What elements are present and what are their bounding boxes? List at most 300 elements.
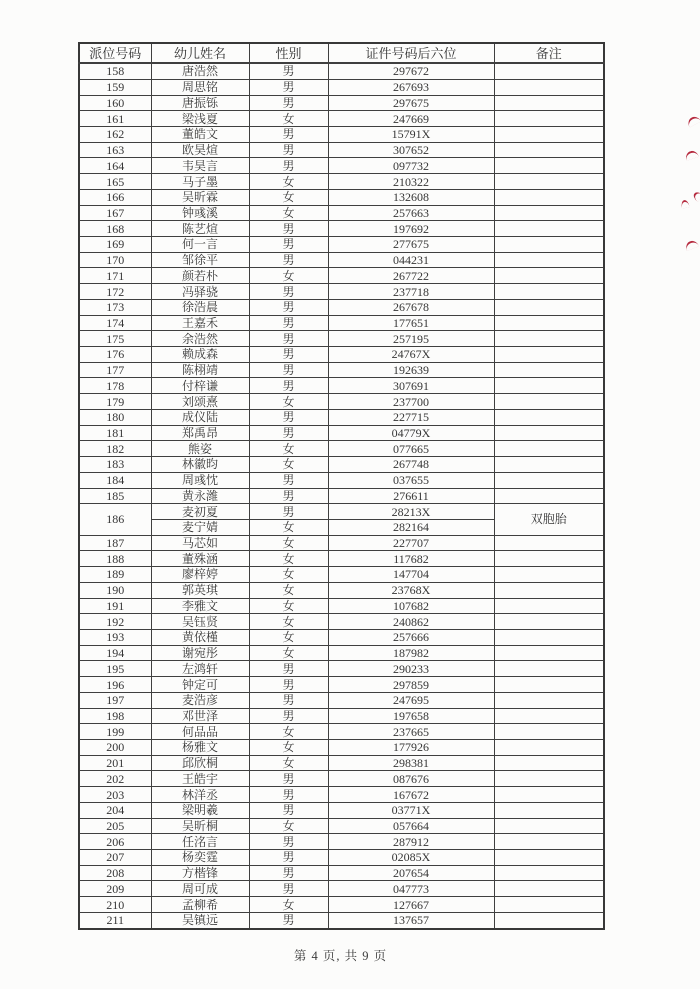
cell-seat-number: 168	[79, 221, 151, 237]
cell-gender: 女	[249, 724, 328, 740]
table-row	[79, 268, 604, 284]
cell-gender: 男	[249, 158, 328, 174]
cell-gender: 女	[249, 441, 328, 457]
cell-id-last6: 267693	[328, 79, 494, 95]
table-row	[79, 472, 604, 488]
cell-id-last6: 197692	[328, 221, 494, 237]
cell-note	[494, 692, 604, 708]
cell-id-last6: 087676	[328, 771, 494, 787]
table-row	[79, 221, 604, 237]
cell-gender: 男	[249, 237, 328, 253]
cell-seat-number: 182	[79, 441, 151, 457]
cell-child-name: 董皓文	[151, 126, 249, 142]
table-row	[79, 598, 604, 614]
cell-gender: 女	[249, 268, 328, 284]
cell-seat-number: 199	[79, 724, 151, 740]
cell-gender: 女	[249, 897, 328, 913]
table-row	[79, 629, 604, 645]
cell-child-name: 王嘉禾	[151, 315, 249, 331]
cell-seat-number: 193	[79, 629, 151, 645]
cell-gender: 男	[249, 63, 328, 79]
red-pen-mark	[686, 114, 700, 127]
cell-seat-number: 162	[79, 126, 151, 142]
cell-gender: 女	[249, 111, 328, 127]
cell-id-last6: 247669	[328, 111, 494, 127]
cell-id-last6: 247695	[328, 692, 494, 708]
cell-note	[494, 629, 604, 645]
cell-gender: 男	[249, 315, 328, 331]
cell-gender: 女	[249, 755, 328, 771]
cell-child-name: 徐浩晨	[151, 299, 249, 315]
cell-id-last6: 037655	[328, 472, 494, 488]
cell-id-last6: 044231	[328, 252, 494, 268]
table-row	[79, 378, 604, 394]
cell-id-last6: 237700	[328, 394, 494, 410]
cell-id-last6: 192639	[328, 362, 494, 378]
table-row	[79, 897, 604, 913]
table-row	[79, 818, 604, 834]
cell-child-name: 杨奕霆	[151, 850, 249, 866]
cell-seat-number: 175	[79, 331, 151, 347]
table-row	[79, 488, 604, 504]
cell-note	[494, 63, 604, 79]
cell-note	[494, 535, 604, 551]
cell-child-name: 邓世泽	[151, 708, 249, 724]
cell-child-name: 孟柳希	[151, 897, 249, 913]
cell-note	[494, 865, 604, 881]
cell-gender: 男	[249, 881, 328, 897]
cell-note	[494, 897, 604, 913]
cell-note	[494, 158, 604, 174]
table-row	[79, 582, 604, 598]
table-row	[79, 252, 604, 268]
cell-child-name: 钟定可	[151, 677, 249, 693]
cell-gender: 女	[249, 394, 328, 410]
cell-note	[494, 284, 604, 300]
cell-seat-number: 179	[79, 394, 151, 410]
cell-seat-number: 172	[79, 284, 151, 300]
table-row	[79, 551, 604, 567]
cell-id-last6: 257195	[328, 331, 494, 347]
table-body	[79, 63, 604, 929]
cell-child-name: 黄永潍	[151, 488, 249, 504]
cell-child-name: 麦初夏	[151, 504, 249, 520]
cell-id-last6: 307652	[328, 142, 494, 158]
cell-seat-number: 160	[79, 95, 151, 111]
cell-note	[494, 331, 604, 347]
cell-note	[494, 409, 604, 425]
cell-seat-number: 208	[79, 865, 151, 881]
cell-note	[494, 174, 604, 190]
cell-note	[494, 268, 604, 284]
cell-note	[494, 724, 604, 740]
cell-note	[494, 425, 604, 441]
cell-seat-number: 173	[79, 299, 151, 315]
cell-gender: 女	[249, 629, 328, 645]
cell-note	[494, 111, 604, 127]
cell-id-last6: 297675	[328, 95, 494, 111]
cell-note	[494, 362, 604, 378]
cell-gender: 男	[249, 661, 328, 677]
cell-seat-number: 210	[79, 897, 151, 913]
table-row	[79, 142, 604, 158]
cell-id-last6: 117682	[328, 551, 494, 567]
cell-id-last6: 132608	[328, 189, 494, 205]
cell-note	[494, 221, 604, 237]
cell-gender: 男	[249, 708, 328, 724]
table-row	[79, 63, 604, 79]
cell-seat-number: 189	[79, 567, 151, 583]
cell-seat-number: 202	[79, 771, 151, 787]
cell-note	[494, 708, 604, 724]
placement-roster-table	[78, 42, 605, 930]
cell-id-last6: 077665	[328, 441, 494, 457]
cell-seat-number: 198	[79, 708, 151, 724]
cell-child-name: 黄依槿	[151, 629, 249, 645]
cell-note	[494, 661, 604, 677]
cell-child-name: 郑禹昂	[151, 425, 249, 441]
cell-seat-number: 171	[79, 268, 151, 284]
cell-id-last6: 297672	[328, 63, 494, 79]
cell-note	[494, 394, 604, 410]
cell-seat-number: 167	[79, 205, 151, 221]
cell-child-name: 韦昊言	[151, 158, 249, 174]
red-pen-mark	[680, 199, 689, 208]
cell-id-last6: 167672	[328, 787, 494, 803]
red-pen-mark	[692, 190, 700, 202]
cell-seat-number: 177	[79, 362, 151, 378]
cell-note	[494, 347, 604, 363]
cell-gender: 男	[249, 504, 328, 520]
table-row	[79, 567, 604, 583]
table-row	[79, 834, 604, 850]
cell-child-name: 麦浩彦	[151, 692, 249, 708]
cell-child-name: 马子墨	[151, 174, 249, 190]
cell-seat-number: 186	[79, 504, 151, 535]
cell-child-name: 林徽昀	[151, 457, 249, 473]
cell-seat-number: 205	[79, 818, 151, 834]
table-row	[79, 205, 604, 221]
table-row	[79, 126, 604, 142]
cell-note	[494, 912, 604, 929]
cell-seat-number: 176	[79, 347, 151, 363]
cell-seat-number: 169	[79, 237, 151, 253]
cell-note	[494, 677, 604, 693]
cell-note	[494, 850, 604, 866]
cell-child-name: 周思铭	[151, 79, 249, 95]
cell-gender: 男	[249, 865, 328, 881]
cell-child-name: 何品品	[151, 724, 249, 740]
cell-child-name: 左鸿轩	[151, 661, 249, 677]
cell-seat-number: 161	[79, 111, 151, 127]
table-row	[79, 802, 604, 818]
table-row	[79, 315, 604, 331]
cell-seat-number: 204	[79, 802, 151, 818]
cell-child-name: 麦宁婧	[151, 519, 249, 535]
cell-id-last6: 257663	[328, 205, 494, 221]
cell-child-name: 任洺言	[151, 834, 249, 850]
cell-child-name: 余浩然	[151, 331, 249, 347]
table-row	[79, 394, 604, 410]
cell-seat-number: 207	[79, 850, 151, 866]
cell-id-last6: 03771X	[328, 802, 494, 818]
cell-gender: 男	[249, 409, 328, 425]
cell-note	[494, 252, 604, 268]
cell-id-last6: 267722	[328, 268, 494, 284]
cell-gender: 男	[249, 771, 328, 787]
cell-seat-number: 158	[79, 63, 151, 79]
cell-note	[494, 441, 604, 457]
cell-child-name: 付梓谦	[151, 378, 249, 394]
cell-child-name: 谢宛彤	[151, 645, 249, 661]
cell-child-name: 冯驿骁	[151, 284, 249, 300]
table-row	[79, 661, 604, 677]
cell-gender: 女	[249, 645, 328, 661]
cell-gender: 男	[249, 347, 328, 363]
red-pen-mark	[684, 149, 699, 161]
header-gender: 性别	[249, 43, 328, 63]
cell-seat-number: 174	[79, 315, 151, 331]
table-row	[79, 787, 604, 803]
cell-note	[494, 645, 604, 661]
cell-note	[494, 299, 604, 315]
table-row	[79, 347, 604, 363]
cell-seat-number: 197	[79, 692, 151, 708]
cell-id-last6: 276611	[328, 488, 494, 504]
table-row	[79, 865, 604, 881]
cell-seat-number: 180	[79, 409, 151, 425]
cell-note	[494, 802, 604, 818]
table-row	[79, 850, 604, 866]
cell-seat-number: 200	[79, 740, 151, 756]
cell-seat-number: 206	[79, 834, 151, 850]
cell-id-last6: 277675	[328, 237, 494, 253]
cell-child-name: 李雅文	[151, 598, 249, 614]
cell-child-name: 何一言	[151, 237, 249, 253]
cell-child-name: 吴钰贤	[151, 614, 249, 630]
red-pen-mark	[684, 239, 699, 251]
cell-gender: 女	[249, 598, 328, 614]
cell-child-name: 欧昊煊	[151, 142, 249, 158]
cell-child-name: 邹徐平	[151, 252, 249, 268]
table-row	[79, 237, 604, 253]
cell-gender: 男	[249, 331, 328, 347]
table-row	[79, 692, 604, 708]
cell-id-last6: 240862	[328, 614, 494, 630]
cell-gender: 男	[249, 221, 328, 237]
table-row	[79, 284, 604, 300]
cell-gender: 女	[249, 519, 328, 535]
cell-gender: 男	[249, 802, 328, 818]
table-row	[79, 362, 604, 378]
table-row	[79, 441, 604, 457]
cell-id-last6: 28213X	[328, 504, 494, 520]
cell-gender: 男	[249, 378, 328, 394]
cell-id-last6: 097732	[328, 158, 494, 174]
cell-note	[494, 551, 604, 567]
table-header	[79, 43, 604, 63]
table-row	[79, 409, 604, 425]
cell-note	[494, 834, 604, 850]
cell-id-last6: 287912	[328, 834, 494, 850]
cell-seat-number: 181	[79, 425, 151, 441]
cell-gender: 男	[249, 488, 328, 504]
cell-seat-number: 178	[79, 378, 151, 394]
table-row	[79, 677, 604, 693]
cell-note	[494, 818, 604, 834]
table-row	[79, 881, 604, 897]
cell-id-last6: 227707	[328, 535, 494, 551]
cell-id-last6: 197658	[328, 708, 494, 724]
cell-seat-number: 211	[79, 912, 151, 929]
table-row	[79, 457, 604, 473]
cell-child-name: 林洋丞	[151, 787, 249, 803]
cell-child-name: 周彧忱	[151, 472, 249, 488]
table-row	[79, 740, 604, 756]
table-row	[79, 708, 604, 724]
cell-note	[494, 126, 604, 142]
table-row	[79, 79, 604, 95]
cell-child-name: 唐振铄	[151, 95, 249, 111]
cell-gender: 男	[249, 912, 328, 929]
cell-gender: 男	[249, 126, 328, 142]
cell-seat-number: 170	[79, 252, 151, 268]
cell-seat-number: 190	[79, 582, 151, 598]
cell-id-last6: 057664	[328, 818, 494, 834]
table-row	[79, 771, 604, 787]
cell-seat-number: 191	[79, 598, 151, 614]
cell-gender: 女	[249, 740, 328, 756]
cell-note	[494, 755, 604, 771]
cell-note	[494, 787, 604, 803]
cell-note	[494, 598, 604, 614]
cell-note: 双胞胎	[494, 504, 604, 535]
table-row	[79, 189, 604, 205]
cell-gender: 女	[249, 567, 328, 583]
cell-child-name: 郭英琪	[151, 582, 249, 598]
cell-child-name: 熊姿	[151, 441, 249, 457]
cell-gender: 女	[249, 582, 328, 598]
cell-child-name: 梁浅夏	[151, 111, 249, 127]
cell-gender: 男	[249, 284, 328, 300]
header-id-last6: 证件号码后六位	[328, 43, 494, 63]
cell-id-last6: 187982	[328, 645, 494, 661]
cell-gender: 男	[249, 472, 328, 488]
table-row	[79, 912, 604, 929]
cell-id-last6: 237665	[328, 724, 494, 740]
table-row	[79, 299, 604, 315]
cell-note	[494, 95, 604, 111]
cell-id-last6: 298381	[328, 755, 494, 771]
cell-id-last6: 290233	[328, 661, 494, 677]
cell-id-last6: 107682	[328, 598, 494, 614]
cell-seat-number: 209	[79, 881, 151, 897]
cell-seat-number: 187	[79, 535, 151, 551]
cell-child-name: 方楷锋	[151, 865, 249, 881]
header-note: 备注	[494, 43, 604, 63]
cell-note	[494, 472, 604, 488]
cell-gender: 男	[249, 677, 328, 693]
cell-seat-number: 164	[79, 158, 151, 174]
cell-seat-number: 184	[79, 472, 151, 488]
cell-child-name: 唐浩然	[151, 63, 249, 79]
table-row	[79, 158, 604, 174]
cell-seat-number: 166	[79, 189, 151, 205]
cell-note	[494, 189, 604, 205]
cell-seat-number: 196	[79, 677, 151, 693]
cell-note	[494, 488, 604, 504]
cell-child-name: 钟彧溪	[151, 205, 249, 221]
cell-note	[494, 142, 604, 158]
cell-gender: 男	[249, 79, 328, 95]
cell-seat-number: 203	[79, 787, 151, 803]
cell-id-last6: 177926	[328, 740, 494, 756]
page-indicator: 第 4 页, 共 9 页	[293, 949, 388, 963]
cell-id-last6: 127667	[328, 897, 494, 913]
cell-seat-number: 165	[79, 174, 151, 190]
cell-gender: 女	[249, 174, 328, 190]
table-row	[79, 111, 604, 127]
cell-child-name: 马芯如	[151, 535, 249, 551]
cell-id-last6: 282164	[328, 519, 494, 535]
cell-note	[494, 378, 604, 394]
cell-id-last6: 297859	[328, 677, 494, 693]
cell-note	[494, 79, 604, 95]
cell-id-last6: 137657	[328, 912, 494, 929]
cell-child-name: 邱欣桐	[151, 755, 249, 771]
cell-seat-number: 163	[79, 142, 151, 158]
cell-child-name: 陈艺煊	[151, 221, 249, 237]
cell-child-name: 廖梓婷	[151, 567, 249, 583]
cell-note	[494, 237, 604, 253]
cell-id-last6: 207654	[328, 865, 494, 881]
cell-id-last6: 237718	[328, 284, 494, 300]
cell-gender: 男	[249, 834, 328, 850]
cell-note	[494, 582, 604, 598]
cell-id-last6: 15791X	[328, 126, 494, 142]
table-row	[79, 331, 604, 347]
cell-id-last6: 24767X	[328, 347, 494, 363]
cell-id-last6: 04779X	[328, 425, 494, 441]
cell-gender: 女	[249, 457, 328, 473]
cell-child-name: 周可成	[151, 881, 249, 897]
cell-gender: 男	[249, 252, 328, 268]
cell-note	[494, 614, 604, 630]
cell-child-name: 赖成森	[151, 347, 249, 363]
cell-seat-number: 194	[79, 645, 151, 661]
cell-seat-number: 195	[79, 661, 151, 677]
cell-gender: 男	[249, 299, 328, 315]
cell-id-last6: 267748	[328, 457, 494, 473]
cell-gender: 女	[249, 551, 328, 567]
cell-id-last6: 307691	[328, 378, 494, 394]
cell-seat-number: 183	[79, 457, 151, 473]
cell-id-last6: 257666	[328, 629, 494, 645]
table-row	[79, 95, 604, 111]
cell-seat-number: 192	[79, 614, 151, 630]
cell-note	[494, 881, 604, 897]
table-row	[79, 724, 604, 740]
table-row	[79, 614, 604, 630]
table-row	[79, 425, 604, 441]
cell-id-last6: 227715	[328, 409, 494, 425]
cell-id-last6: 267678	[328, 299, 494, 315]
table-row	[79, 645, 604, 661]
cell-child-name: 王皓宇	[151, 771, 249, 787]
cell-note	[494, 315, 604, 331]
cell-gender: 男	[249, 142, 328, 158]
cell-gender: 男	[249, 362, 328, 378]
